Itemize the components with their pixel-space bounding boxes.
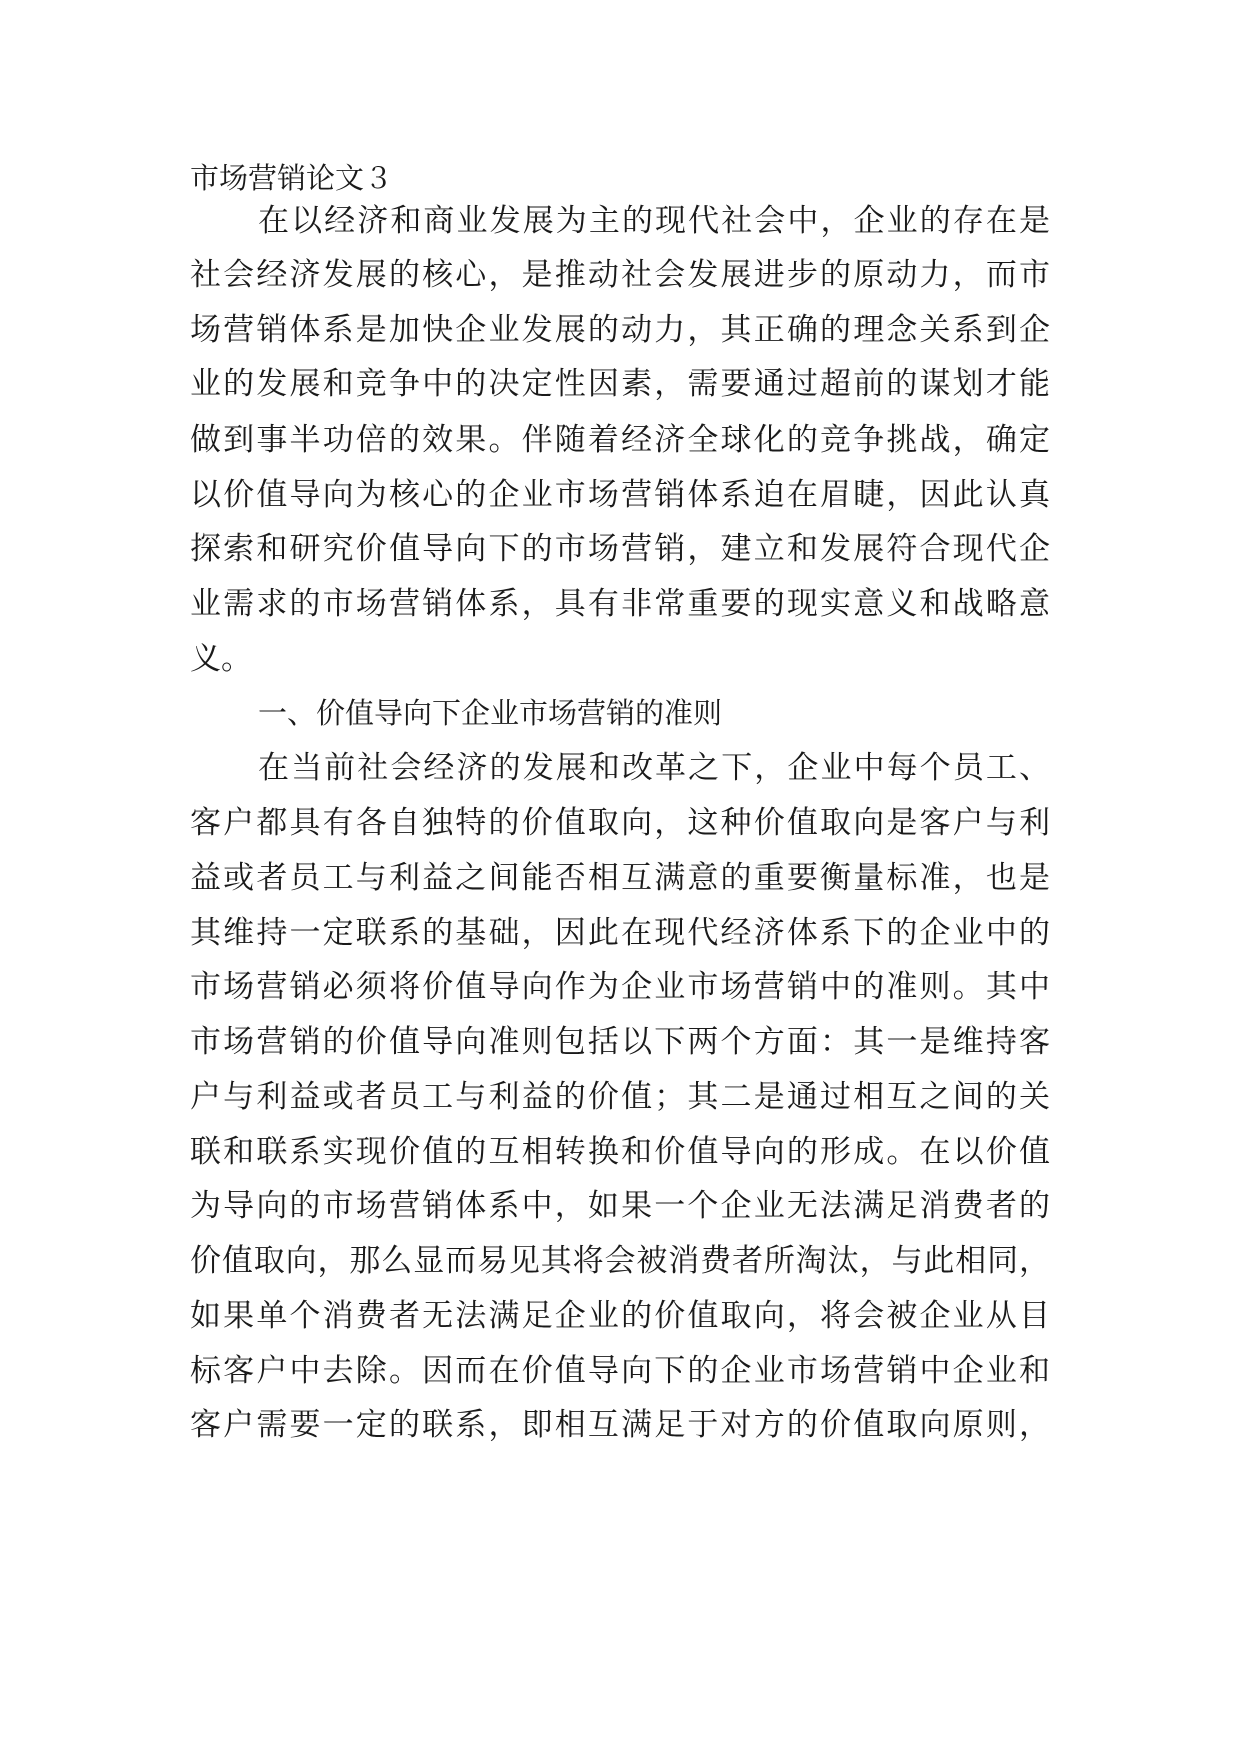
- paragraph-2-line-12: 标客户中去除。因而在价值导向下的企业市场营销中企业和: [190, 1353, 1050, 1389]
- paragraph-2-line-8: 联和联系实现价值的互相转换和价值导向的形成。在以价值: [190, 1134, 1050, 1170]
- paragraph-1-line-3: 场营销体系是加快企业发展的动力，其正确的理念关系到企: [190, 312, 1050, 348]
- paragraph-2-line-13: 客户需要一定的联系，即相互满足于对方的价值取向原则，: [190, 1407, 1050, 1443]
- paragraph-2-line-3: 益或者员工与利益之间能否相互满意的重要衡量标准，也是: [190, 860, 1050, 896]
- paragraph-1-line-7: 探索和研究价值导向下的市场营销，建立和发展符合现代企: [190, 531, 1050, 567]
- paragraph-1-line-2: 社会经济发展的核心，是推动社会发展进步的原动力，而市: [190, 257, 1050, 293]
- paragraph-2-line-4: 其维持一定联系的基础，因此在现代经济体系下的企业中的: [190, 915, 1050, 951]
- section-heading-1: 一、价值导向下企业市场营销的准则: [258, 696, 723, 730]
- paragraph-2-line-2: 客户都具有各自独特的价值取向，这种价值取向是客户与利: [190, 805, 1050, 841]
- paragraph-2-line-7: 户与利益或者员工与利益的价值；其二是通过相互之间的关: [190, 1079, 1050, 1115]
- paragraph-1-line-8: 业需求的市场营销体系，具有非常重要的现实意义和战略意: [190, 586, 1050, 622]
- paragraph-2-line-9: 为导向的市场营销体系中，如果一个企业无法满足消费者的: [190, 1188, 1050, 1224]
- paragraph-1-line-9: 义。: [190, 641, 252, 677]
- paragraph-2-line-10: 价值取向，那么显而易见其将会被消费者所淘汰，与此相同，: [190, 1243, 1050, 1279]
- paragraph-1-line-1: 在以经济和商业发展为主的现代社会中，企业的存在是: [258, 203, 1050, 239]
- document-title: 市场营销论文３: [190, 161, 394, 195]
- paragraph-1-line-6: 以价值导向为核心的企业市场营销体系迫在眉睫，因此认真: [190, 477, 1050, 513]
- paragraph-2-line-1: 在当前社会经济的发展和改革之下，企业中每个员工、: [258, 750, 1050, 786]
- paragraph-1-line-4: 业的发展和竞争中的决定性因素，需要通过超前的谋划才能: [190, 366, 1050, 402]
- paragraph-2-line-11: 如果单个消费者无法满足企业的价值取向，将会被企业从目: [190, 1298, 1050, 1334]
- paragraph-2-line-5: 市场营销必须将价值导向作为企业市场营销中的准则。其中: [190, 969, 1050, 1005]
- paragraph-1-line-5: 做到事半功倍的效果。伴随着经济全球化的竞争挑战，确定: [190, 422, 1050, 458]
- paragraph-2-line-6: 市场营销的价值导向准则包括以下两个方面：其一是维持客: [190, 1024, 1050, 1060]
